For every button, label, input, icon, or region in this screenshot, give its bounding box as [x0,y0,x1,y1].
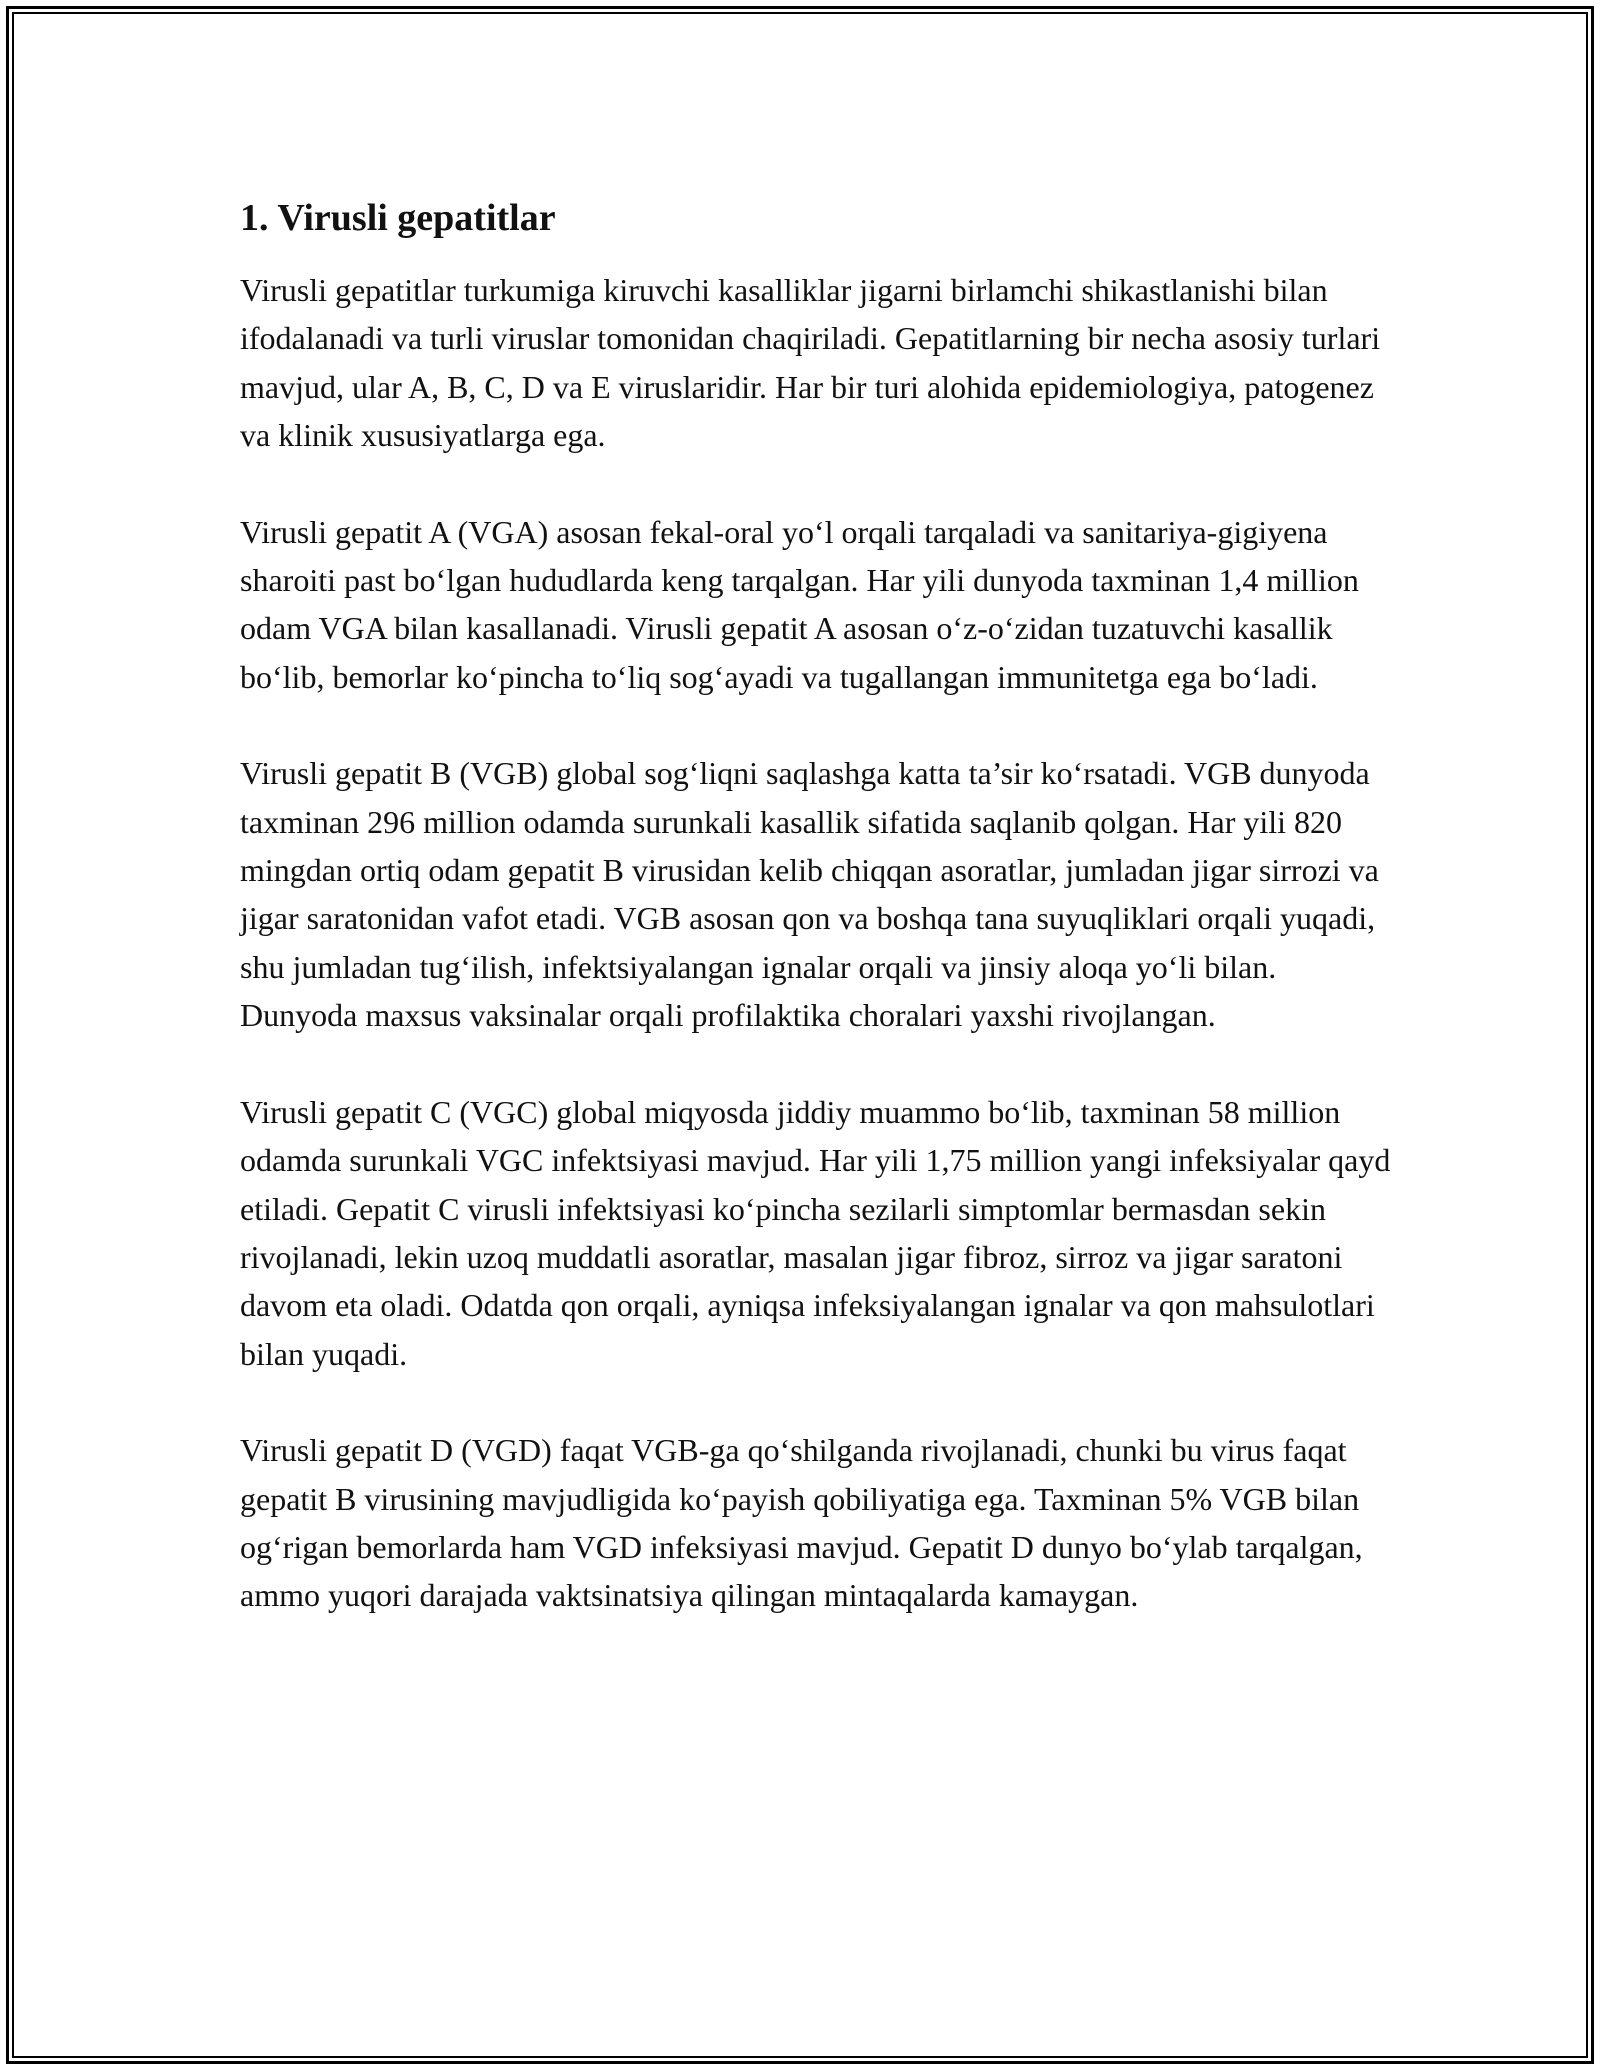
paragraph-hepatitis-c: Virusli gepatit C (VGC) global miqyosda jiddiy muammo bo‘lib, taxminan 58 million odamda surunkali VGC infektsiyasi mavjud. Har yili 1,75 million yangi infeksiyalar qayd etiladi. Gepatit C virusli infektsiyasi ko‘pincha sezilarli simptomlar bermasdan sekin rivojlanadi, lekin uzoq muddatli asoratlar, masalan jigar fibroz, sirroz va jigar saratoni davom eta oladi. Odatda qon orqali, ayniqsa infeksiyalangan ignalar va qon mahsulotlari bilan yuqadi. [240,1093,1391,1372]
paragraph-hepatitis-a: Virusli gepatit A (VGA) asosan fekal-oral yo‘l orqali tarqaladi va sanitariya-gigiyena sharoiti past bo‘lgan hududlarda keng tarqalgan. Har yili dunyoda taxminan 1,4 million odam VGA bilan kasallanadi. Virusli gepatit A asosan o‘z-o‘zidan tuzatuvchi kasallik bo‘lib, bemorlar ko‘pincha to‘liq sog‘ayadi va tugallangan immunitetga ega bo‘ladi. [240,513,1359,695]
page-frame [6,6,1594,2064]
document-body [240,192,1400,1668]
section-heading: 1. Virusli gepatitlar [240,197,556,239]
paragraph-hepatitis-b: Virusli gepatit B (VGB) global sog‘liqni saqlashga katta ta’sir ko‘rsatadi. VGB dunyoda taxminan 296 million odamda surunkali kasallik sifatida saqlanib qolgan. Har yili 820 mingdan ortiq odam gepatit B virusidan kelib chiqqan asoratlar, jumladan jigar sirrozi va jigar saratonidan vafot etadi. VGB asosan qon va boshqa tana suyuqliklari orqali yuqadi, shu jumladan tug‘ilish, infektsiyalangan ignalar orqali va jinsiy aloqa yo‘li bilan. Dunyoda maxsus vaksinalar orqali profilaktika choralari yaxshi rivojlangan. [240,755,1379,1034]
paragraph-hepatitis-d: Virusli gepatit D (VGD) faqat VGB-ga qo‘shilganda rivojlanadi, chunki bu virus faqat gepatit B virusining mavjudligida ko‘payish qobiliyatiga ega. Taxminan 5% VGB bilan og‘rigan bemorlarda ham VGD infeksiyasi mavjud. Gepatit D dunyo bo‘ylab tarqalgan, ammo yuqori darajada vaktsinatsiya qilingan mintaqalarda kamaygan. [240,1432,1363,1614]
page-frame-inner [12,12,1588,2058]
paragraph-overview: Virusli gepatitlar turkumiga kiruvchi kasalliklar jigarni birlamchi shikastlanishi bilan ifodalanadi va turli viruslar tomonidan chaqiriladi. Gepatitlarning bir necha asosiy turlari mavjud, ular A, B, C, D va E viruslaridir. Har bir turi alohida epidemiologiya, patogenez va klinik xususiyatlarga ega. [240,272,1381,454]
